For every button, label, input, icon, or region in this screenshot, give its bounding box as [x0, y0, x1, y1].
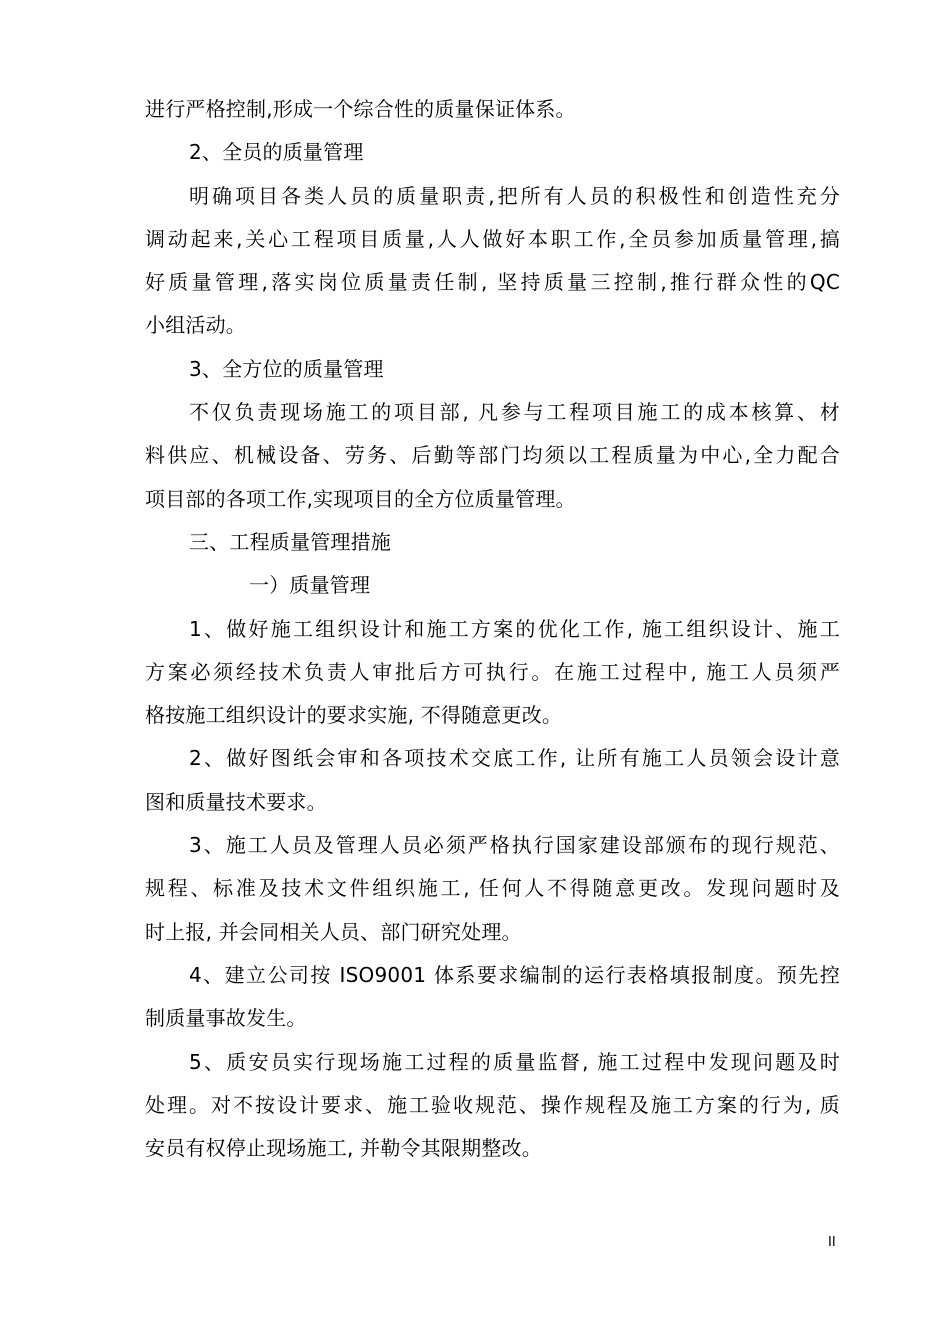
body-text — [145, 88, 840, 1170]
section-heading: 2、全员的质量管理 — [189, 140, 364, 165]
text-line: 进行严格控制,形成一个综合性的质量保证体系。 — [145, 97, 576, 121]
text-line: 明确项目各类人员的质量职责,把所有人员的积极性和创造性充分 — [189, 183, 840, 208]
text-line: 方案必须经技术负责人审批后方可执行。在施工过程中, 施工人员须严 — [145, 659, 840, 684]
page-number: II — [828, 1235, 836, 1250]
text-line: 4、建立公司按 ISO9001 体系要求编制的运行表格填报制度。预先控 — [189, 962, 840, 987]
chapter-heading: 三、工程质量管理措施 — [189, 529, 391, 554]
text-line: 项目部的各项工作,实现项目的全方位质量管理。 — [145, 486, 576, 511]
text-line: 时上报, 并会同相关人员、部门研究处理。 — [145, 919, 522, 944]
text-line: 处理。对不按设计要求、施工验收规范、操作规程及施工方案的行为, 质 — [145, 1092, 840, 1117]
text-line: 5、质安员实行现场施工过程的质量监督, 施工过程中发现问题及时 — [189, 1049, 840, 1074]
text-line: 1、做好施工组织设计和施工方案的优化工作, 施工组织设计、施工 — [189, 616, 840, 641]
text-line: 3、施工人员及管理人员必须严格执行国家建设部颁布的现行规范、 — [189, 833, 840, 858]
text-line: 规程、标准及技术文件组织施工, 任何人不得随意更改。发现问题时及 — [145, 876, 840, 901]
text-line: 2、做好图纸会审和各项技术交底工作, 让所有施工人员领会设计意 — [189, 746, 840, 771]
text-line: 小组活动。 — [145, 313, 246, 338]
text-line: 格按施工组织设计的要求实施, 不得随意更改。 — [145, 703, 563, 728]
text-line: 好质量管理,落实岗位质量责任制, 坚持质量三控制,推行群众性的QC — [145, 270, 840, 295]
text-line: 制质量事故发生。 — [145, 1006, 307, 1031]
subsection-heading: 一）质量管理 — [249, 573, 371, 598]
text-line: 图和质量技术要求。 — [145, 789, 327, 814]
text-line: 料供应、机械设备、劳务、后勤等部门均须以工程质量为中心,全力配合 — [145, 443, 840, 468]
text-line: 安员有权停止现场施工, 并勒令其限期整改。 — [145, 1136, 542, 1161]
text-line: 不仅负责现场施工的项目部, 凡参与工程项目施工的成本核算、材 — [189, 400, 840, 425]
section-heading: 3、全方位的质量管理 — [189, 356, 384, 381]
text-line: 调动起来,关心工程项目质量,人人做好本职工作,全员参加质量管理,搞 — [145, 226, 840, 251]
